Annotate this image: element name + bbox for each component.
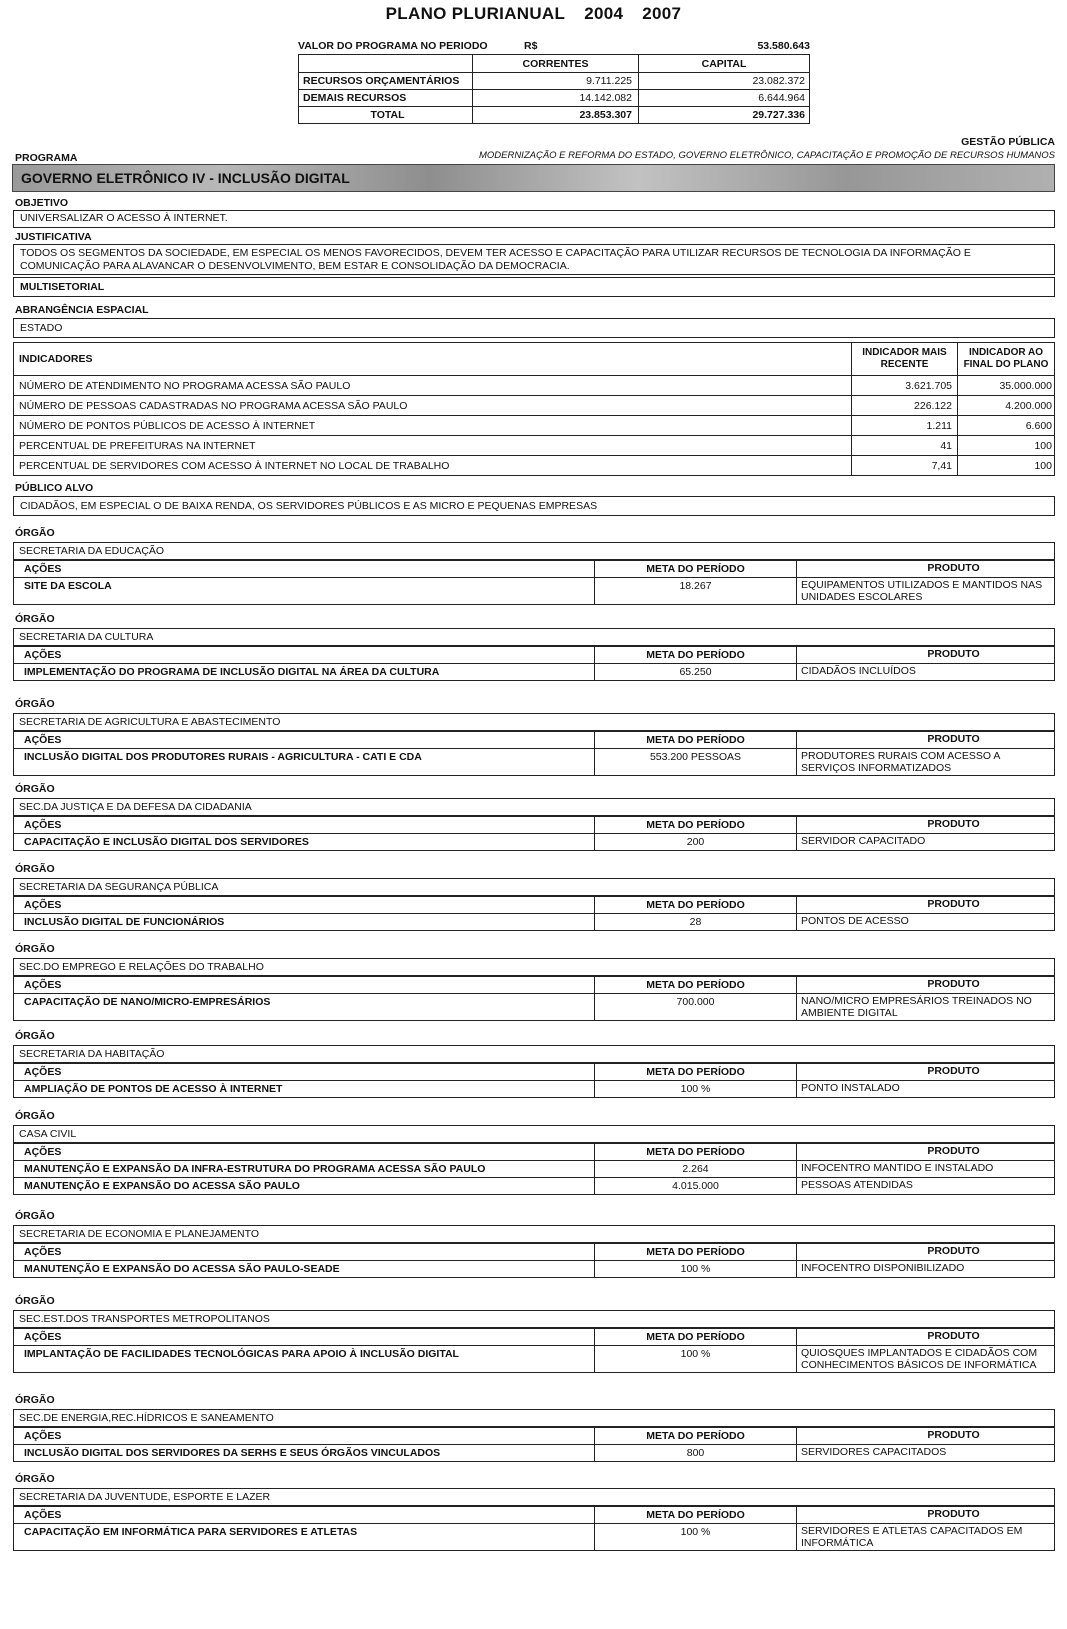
indicators-header <box>14 343 1054 375</box>
col-acoes: AÇÕES <box>24 899 62 911</box>
actions-table <box>13 646 1055 681</box>
value-label: VALOR DO PROGRAMA NO PERIODO <box>298 40 488 52</box>
actions-table <box>13 1328 1055 1373</box>
organ-label: ÓRGÃO <box>15 1210 55 1222</box>
actions-header <box>14 976 1054 993</box>
indicator-row <box>14 395 1054 415</box>
action-name: IMPLEMENTAÇÃO DO PROGRAMA DE INCLUSÃO DIGITAL NA ÁREA DA CULTURA <box>24 666 440 678</box>
action-row <box>14 1523 1054 1550</box>
col-meta: META DO PERÍODO <box>594 977 796 993</box>
program-name-bar <box>12 164 1055 192</box>
indicator-final: 35.000.000 <box>957 376 1054 395</box>
action-produto: SERVIDORES E ATLETAS CAPACITADOS EM INFORMÁTICA <box>796 1524 1054 1550</box>
finance-correntes: 14.142.082 <box>473 90 639 106</box>
action-name: CAPACITAÇÃO E INCLUSÃO DIGITAL DOS SERVIDORES <box>24 836 309 848</box>
action-row <box>14 1260 1054 1277</box>
total-value: 53.580.643 <box>757 40 810 52</box>
action-produto: INFOCENTRO DISPONIBILIZADO <box>796 1261 1054 1277</box>
col-acoes: AÇÕES <box>24 1066 62 1078</box>
indicator-name: PERCENTUAL DE PREFEITURAS NA INTERNET <box>19 439 256 452</box>
actions-header <box>14 560 1054 577</box>
program-label: PROGRAMA <box>15 152 78 164</box>
action-name: CAPACITAÇÃO EM INFORMÁTICA PARA SERVIDORES E ATLETAS <box>24 1526 358 1538</box>
action-meta: 65.250 <box>594 664 796 680</box>
actions-table <box>13 1243 1055 1278</box>
col-meta: META DO PERÍODO <box>594 732 796 748</box>
action-meta: 28 <box>594 914 796 930</box>
actions-table <box>13 560 1055 605</box>
col-acoes: AÇÕES <box>24 1246 62 1258</box>
organ-name: SECRETARIA DA JUVENTUDE, ESPORTE E LAZER <box>13 1488 1055 1506</box>
organ-label: ÓRGÃO <box>15 943 55 955</box>
finance-capital: 29.727.336 <box>752 109 805 121</box>
organ-label: ÓRGÃO <box>15 1030 55 1042</box>
indicator-recent: 226.122 <box>851 396 957 415</box>
finance-column-headers <box>299 55 809 72</box>
col-acoes: AÇÕES <box>24 979 62 991</box>
indicator-name: NÚMERO DE ATENDIMENTO NO PROGRAMA ACESSA SÃO PAULO <box>19 379 351 392</box>
action-name: CAPACITAÇÃO DE NANO/MICRO-EMPRESÁRIOS <box>24 996 271 1008</box>
col-acoes: AÇÕES <box>24 1430 62 1442</box>
indicator-recent: 1.211 <box>851 416 957 435</box>
action-meta: 100 % <box>594 1346 796 1372</box>
action-meta: 4.015.000 <box>594 1178 796 1194</box>
organ-block <box>13 613 1055 681</box>
action-row <box>14 833 1054 850</box>
action-row <box>14 1177 1054 1194</box>
title-text: PLANO PLURIANUAL <box>385 4 566 23</box>
program-name: GOVERNO ELETRÔNICO IV - INCLUSÃO DIGITAL <box>21 170 350 186</box>
indicator-name: NÚMERO DE PESSOAS CADASTRADAS NO PROGRAMA ACESSA SÃO PAULO <box>19 399 408 412</box>
indicator-final: 100 <box>957 456 1054 475</box>
action-row <box>14 1345 1054 1372</box>
program-description: MODERNIZAÇÃO E REFORMA DO ESTADO, GOVERNO ELETRÔNICO, CAPACITAÇÃO E PROMOÇÃO DE RECURSOS HUMANOS <box>478 150 1055 161</box>
col-acoes: AÇÕES <box>24 649 62 661</box>
action-meta: 800 <box>594 1445 796 1461</box>
organ-block <box>13 527 1055 605</box>
col-meta: META DO PERÍODO <box>594 1144 796 1160</box>
organ-name: SECRETARIA DE ECONOMIA E PLANEJAMENTO <box>13 1225 1055 1243</box>
actions-header <box>14 896 1054 913</box>
indicator-row <box>14 375 1054 395</box>
organ-name: SECRETARIA DA HABITAÇÃO <box>13 1045 1055 1063</box>
organ-block <box>13 943 1055 1021</box>
indicator-final: 4.200.000 <box>957 396 1054 415</box>
col-meta: META DO PERÍODO <box>594 1244 796 1260</box>
action-produto: PONTO INSTALADO <box>796 1081 1054 1097</box>
action-row <box>14 1444 1054 1461</box>
organ-name: SECRETARIA DE AGRICULTURA E ABASTECIMENTO <box>13 713 1055 731</box>
indicators-table <box>13 342 1055 476</box>
action-row <box>14 748 1054 775</box>
col-acoes: AÇÕES <box>24 734 62 746</box>
finance-header <box>298 40 810 54</box>
organ-block <box>13 698 1055 776</box>
actions-header <box>14 1328 1054 1345</box>
organ-label: ÓRGÃO <box>15 1110 55 1122</box>
organ-label: ÓRGÃO <box>15 613 55 625</box>
action-produto: PONTOS DE ACESSO <box>796 914 1054 930</box>
col-acoes: AÇÕES <box>24 1331 62 1343</box>
organ-name: SECRETARIA DA SEGURANÇA PÚBLICA <box>13 878 1055 896</box>
col-produto: PRODUTO <box>796 1507 1054 1523</box>
action-produto: PESSOAS ATENDIDAS <box>796 1178 1054 1194</box>
actions-table <box>13 1063 1055 1098</box>
action-meta: 100 % <box>594 1261 796 1277</box>
col-meta: META DO PERÍODO <box>594 561 796 577</box>
indicator-final: 100 <box>957 436 1054 455</box>
finance-grid <box>298 54 810 124</box>
action-name: SITE DA ESCOLA <box>24 580 112 592</box>
organ-block <box>13 1473 1055 1551</box>
action-meta: 100 % <box>594 1081 796 1097</box>
action-row <box>14 577 1054 604</box>
action-name: IMPLANTAÇÃO DE FACILIDADES TECNOLÓGICAS PARA APOIO À INCLUSÃO DIGITAL <box>24 1348 459 1360</box>
indicator-name: NÚMERO DE PONTOS PÚBLICOS DE ACESSO À INTERNET <box>19 419 316 432</box>
indicator-recent: 3.621.705 <box>851 376 957 395</box>
page-title <box>0 4 1067 24</box>
actions-header <box>14 1063 1054 1080</box>
col-indicator-recent: INDICADOR MAIS RECENTE <box>851 343 957 375</box>
col-correntes: CORRENTES <box>473 55 639 72</box>
col-produto: PRODUTO <box>796 1144 1054 1160</box>
action-produto: CIDADÃOS INCLUÍDOS <box>796 664 1054 680</box>
actions-header <box>14 1506 1054 1523</box>
abrangencia-text: ESTADO <box>13 318 1055 338</box>
indicator-row <box>14 455 1054 475</box>
justificativa-label: JUSTIFICATIVA <box>15 231 92 243</box>
indicator-recent: 41 <box>851 436 957 455</box>
indicator-name: PERCENTUAL DE SERVIDORES COM ACESSO À INTERNET NO LOCAL DE TRABALHO <box>19 459 450 472</box>
organ-label: ÓRGÃO <box>15 783 55 795</box>
col-produto: PRODUTO <box>796 1064 1054 1080</box>
actions-table <box>13 1506 1055 1551</box>
finance-row <box>299 89 809 106</box>
action-name: INCLUSÃO DIGITAL DOS SERVIDORES DA SERHS E SEUS ÓRGÃOS VINCULADOS <box>24 1447 441 1459</box>
actions-header <box>14 731 1054 748</box>
actions-header <box>14 1243 1054 1260</box>
actions-table <box>13 731 1055 776</box>
organ-block <box>13 783 1055 851</box>
organ-name: SEC.DO EMPREGO E RELAÇÕES DO TRABALHO <box>13 958 1055 976</box>
indicator-row <box>14 415 1054 435</box>
action-row <box>14 993 1054 1020</box>
organ-block <box>13 1210 1055 1278</box>
action-meta: 200 <box>594 834 796 850</box>
action-produto: EQUIPAMENTOS UTILIZADOS E MANTIDOS NAS UNIDADES ESCOLARES <box>796 578 1054 604</box>
col-produto: PRODUTO <box>796 977 1054 993</box>
action-row <box>14 1080 1054 1097</box>
objetivo-label: OBJETIVO <box>15 197 69 209</box>
col-indicator-final: INDICADOR AO FINAL DO PLANO <box>957 343 1054 375</box>
organ-block <box>13 1394 1055 1462</box>
action-produto: SERVIDORES CAPACITADOS <box>796 1445 1054 1461</box>
organ-block <box>13 1110 1055 1195</box>
indicator-row <box>14 435 1054 455</box>
action-name: MANUTENÇÃO E EXPANSÃO DO ACESSA SÃO PAULO <box>24 1180 300 1192</box>
organ-name: SECRETARIA DA EDUCAÇÃO <box>13 542 1055 560</box>
year-start: 2004 <box>584 4 624 23</box>
organ-label: ÓRGÃO <box>15 698 55 710</box>
indicator-recent: 7,41 <box>851 456 957 475</box>
col-meta: META DO PERÍODO <box>594 1507 796 1523</box>
actions-table <box>13 896 1055 931</box>
action-meta: 18.267 <box>594 578 796 604</box>
action-name: INCLUSÃO DIGITAL DE FUNCIONÁRIOS <box>24 916 225 928</box>
organ-block <box>13 1295 1055 1373</box>
area-label: GESTÃO PÚBLICA <box>961 136 1055 148</box>
indicators-title: INDICADORES <box>19 353 93 365</box>
organ-label: ÓRGÃO <box>15 1473 55 1485</box>
actions-table <box>13 1427 1055 1462</box>
finance-total-row <box>299 106 809 123</box>
col-produto: PRODUTO <box>796 732 1054 748</box>
finance-row-label: DEMAIS RECURSOS <box>299 90 473 106</box>
justificativa-text: TODOS OS SEGMENTOS DA SOCIEDADE, EM ESPECIAL OS MENOS FAVORECIDOS, DEVEM TER ACESSO E CAPACITAÇÃO PARA UTILIZAR RECURSOS DE TECNOLOGIA DA INFORMAÇÃO E COMUNICAÇÃO PARA ALAVANCAR O DESENVOLVIMENTO, BEM ESTAR E CONSOLIDAÇÃO DA DEMOCRACIA. <box>13 244 1055 275</box>
action-row <box>14 663 1054 680</box>
actions-header <box>14 1427 1054 1444</box>
multisetorial-label: MULTISETORIAL <box>13 277 1055 297</box>
finance-correntes: 9.711.225 <box>473 73 639 89</box>
finance-correntes: 23.853.307 <box>473 107 639 123</box>
col-produto: PRODUTO <box>796 897 1054 913</box>
col-acoes: AÇÕES <box>24 1146 62 1158</box>
action-name: INCLUSÃO DIGITAL DOS PRODUTORES RURAIS - AGRICULTURA - CATI E CDA <box>24 751 422 763</box>
publico-text: CIDADÃOS, EM ESPECIAL O DE BAIXA RENDA, OS SERVIDORES PÚBLICOS E AS MICRO E PEQUENAS EMPRESAS <box>13 496 1055 516</box>
organ-name: SEC.DA JUSTIÇA E DA DEFESA DA CIDADANIA <box>13 798 1055 816</box>
action-meta: 2.264 <box>594 1161 796 1177</box>
organ-label: ÓRGÃO <box>15 1295 55 1307</box>
organ-block <box>13 1030 1055 1098</box>
action-row <box>14 1160 1054 1177</box>
publico-label: PÚBLICO ALVO <box>15 482 94 494</box>
finance-capital: 23.082.372 <box>752 75 805 87</box>
col-produto: PRODUTO <box>796 1329 1054 1345</box>
finance-corner <box>299 55 473 72</box>
organ-name: SEC.EST.DOS TRANSPORTES METROPOLITANOS <box>13 1310 1055 1328</box>
col-meta: META DO PERÍODO <box>594 647 796 663</box>
finance-row-label: TOTAL <box>299 107 473 123</box>
action-produto: INFOCENTRO MANTIDO E INSTALADO <box>796 1161 1054 1177</box>
indicator-final: 6.600 <box>957 416 1054 435</box>
organ-name: SEC.DE ENERGIA,REC.HÍDRICOS E SANEAMENTO <box>13 1409 1055 1427</box>
col-produto: PRODUTO <box>796 647 1054 663</box>
action-name: AMPLIAÇÃO DE PONTOS DE ACESSO À INTERNET <box>24 1083 283 1095</box>
col-acoes: AÇÕES <box>24 563 62 575</box>
actions-table <box>13 1143 1055 1195</box>
finance-row <box>299 72 809 89</box>
action-produto: QUIOSQUES IMPLANTADOS E CIDADÃOS COM CONHECIMENTOS BÁSICOS DE INFORMÁTICA <box>796 1346 1054 1372</box>
col-meta: META DO PERÍODO <box>594 1329 796 1345</box>
abrangencia-label: ABRANGÊNCIA ESPACIAL <box>15 304 149 316</box>
col-produto: PRODUTO <box>796 1428 1054 1444</box>
objetivo-text: UNIVERSALIZAR O ACESSO À INTERNET. <box>13 210 1055 228</box>
organ-label: ÓRGÃO <box>15 527 55 539</box>
finance-capital: 6.644.964 <box>758 92 805 104</box>
finance-table <box>298 40 810 124</box>
organ-label: ÓRGÃO <box>15 863 55 875</box>
organ-label: ÓRGÃO <box>15 1394 55 1406</box>
action-produto: PRODUTORES RURAIS COM ACESSO A SERVIÇOS INFORMATIZADOS <box>796 749 1054 775</box>
action-name: MANUTENÇÃO E EXPANSÃO DA INFRA-ESTRUTURA DO PROGRAMA ACESSA SÃO PAULO <box>24 1163 486 1175</box>
actions-header <box>14 816 1054 833</box>
col-meta: META DO PERÍODO <box>594 1064 796 1080</box>
col-produto: PRODUTO <box>796 1244 1054 1260</box>
col-capital: CAPITAL <box>701 57 747 70</box>
action-meta: 553.200 PESSOAS <box>594 749 796 775</box>
organ-name: CASA CIVIL <box>13 1125 1055 1143</box>
col-produto: PRODUTO <box>796 561 1054 577</box>
col-acoes: AÇÕES <box>24 1509 62 1521</box>
action-produto: NANO/MICRO EMPRESÁRIOS TREINADOS NO AMBIENTE DIGITAL <box>796 994 1054 1020</box>
col-acoes: AÇÕES <box>24 819 62 831</box>
year-end: 2007 <box>642 4 682 23</box>
organ-block <box>13 863 1055 931</box>
col-meta: META DO PERÍODO <box>594 1428 796 1444</box>
finance-row-label: RECURSOS ORÇAMENTÁRIOS <box>299 73 473 89</box>
actions-table <box>13 976 1055 1021</box>
action-meta: 700.000 <box>594 994 796 1020</box>
col-meta: META DO PERÍODO <box>594 817 796 833</box>
action-name: MANUTENÇÃO E EXPANSÃO DO ACESSA SÃO PAULO-SEADE <box>24 1263 340 1275</box>
col-produto: PRODUTO <box>796 817 1054 833</box>
col-meta: META DO PERÍODO <box>594 897 796 913</box>
action-meta: 100 % <box>594 1524 796 1550</box>
currency-label: R$ <box>524 40 538 52</box>
action-row <box>14 913 1054 930</box>
actions-header <box>14 646 1054 663</box>
action-produto: SERVIDOR CAPACITADO <box>796 834 1054 850</box>
actions-header <box>14 1143 1054 1160</box>
actions-table <box>13 816 1055 851</box>
organ-name: SECRETARIA DA CULTURA <box>13 628 1055 646</box>
